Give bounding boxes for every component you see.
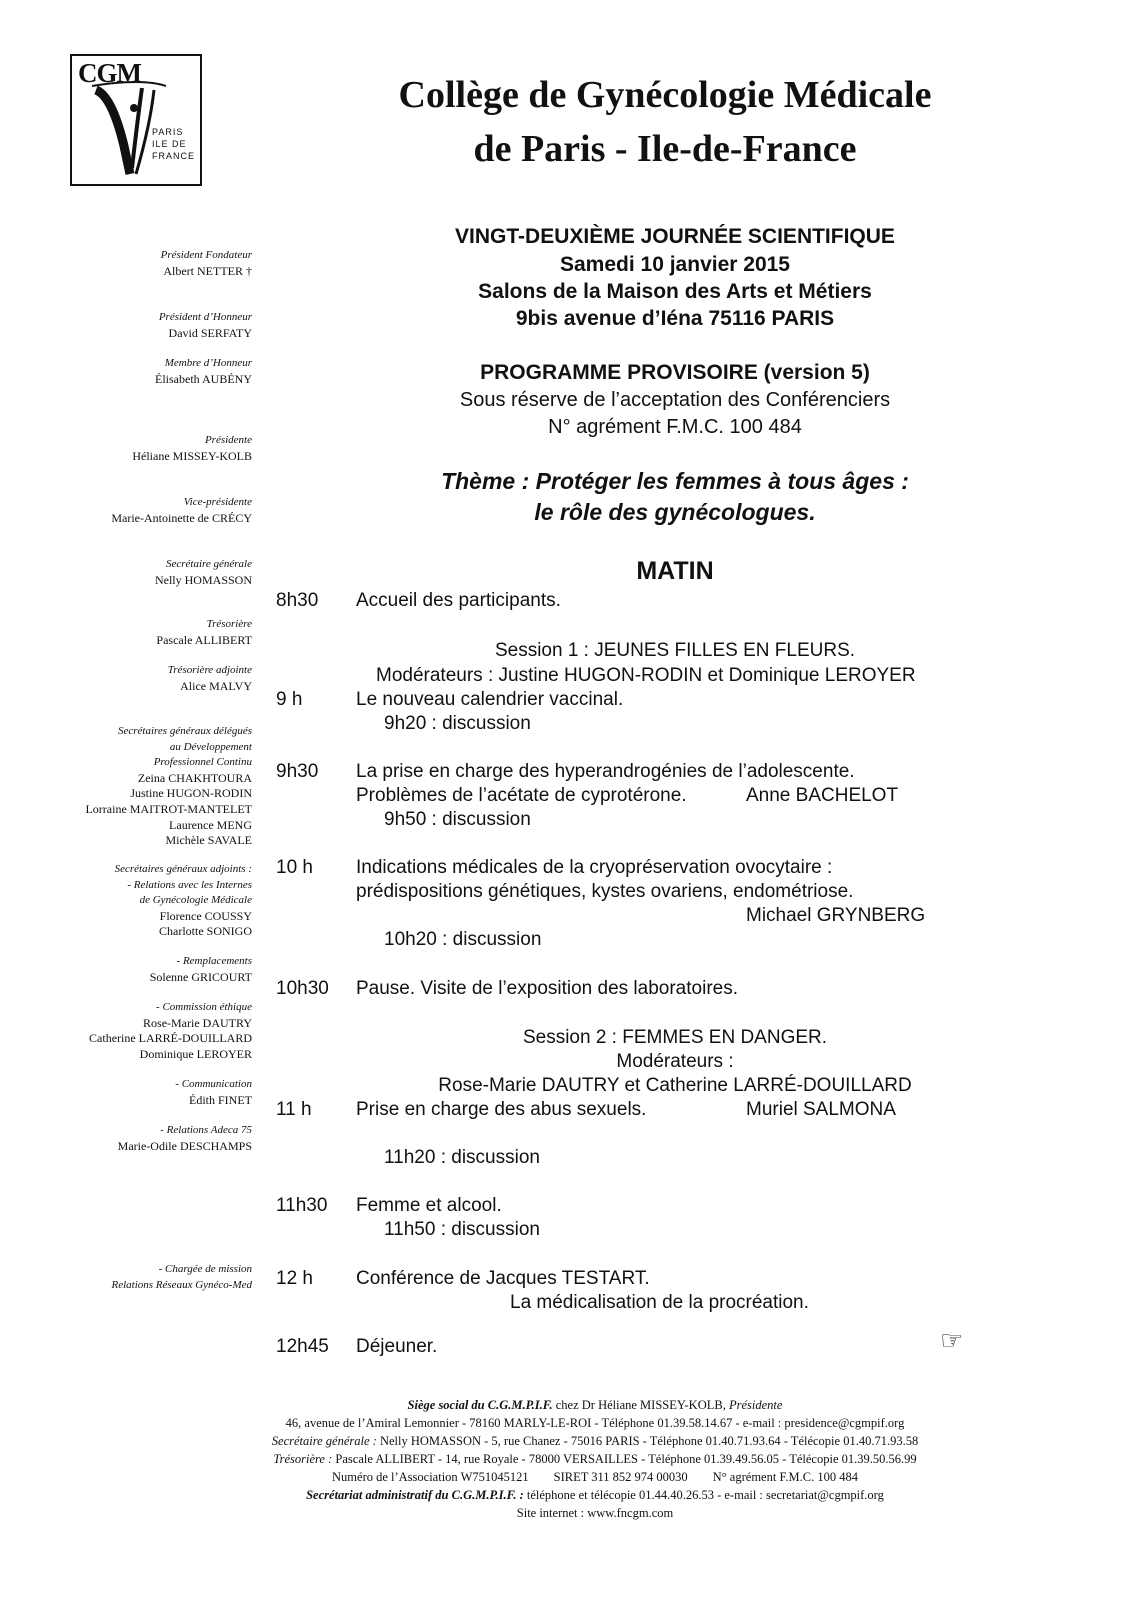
sidebar-entry: Président d’Honneur David SERFATY bbox=[158, 311, 252, 340]
sidebar-entry: Trésorière Pascale ALLIBERT bbox=[156, 618, 252, 647]
sidebar-entry: Présidente Héliane MISSEY-KOLB bbox=[132, 434, 252, 463]
cgm-logo bbox=[70, 54, 202, 186]
sidebar-entry: - Remplacements Solenne GRICOURT bbox=[149, 955, 252, 984]
reserve-note: Sous réserve de l’acceptation des Conférenciers bbox=[459, 389, 891, 411]
sidebar-entry: Membre d’Honneur Élisabeth AUBÉNY bbox=[155, 357, 252, 386]
program-time: 9 h bbox=[276, 689, 303, 710]
session-title: Session 2 : FEMMES EN DANGER. bbox=[522, 1027, 828, 1048]
sidebar-entry: Président Fondateur Albert NETTER † bbox=[160, 249, 252, 278]
college-title-line2: de Paris - Ile-de-France bbox=[473, 128, 857, 170]
college-title-line1: Collège de Gynécologie Médicale bbox=[398, 74, 932, 116]
session-moderators-names: Rose-Marie DAUTRY et Catherine LARRÉ-DOUILLARD bbox=[438, 1075, 912, 1096]
sidebar-entry: - Chargée de mission Relations Réseaux Gynéco-Med bbox=[111, 1263, 252, 1291]
session-title: Session 1 : JEUNES FILLES EN FLEURS. bbox=[494, 640, 856, 661]
program-item: Problèmes de l’acétate de cyprotérone. bbox=[356, 785, 687, 806]
program-discussion: 10h20 : discussion bbox=[384, 929, 542, 950]
event-venue: Salons de la Maison des Arts et Métiers bbox=[478, 280, 872, 303]
program-time: 10 h bbox=[276, 857, 313, 878]
program-speaker: Muriel SALMONA bbox=[746, 1099, 896, 1120]
logo-cgm-text: CGM bbox=[78, 58, 141, 88]
sidebar-entry: - Communication Édith FINET bbox=[175, 1078, 252, 1107]
program-item: Indications médicales de la cryopréservation ovocytaire : bbox=[356, 857, 833, 878]
program-item: prédispositions génétiques, kystes ovariens, endométriose. bbox=[356, 881, 854, 902]
program-item: Le nouveau calendrier vaccinal. bbox=[356, 689, 624, 710]
program-item: Femme et alcool. bbox=[356, 1195, 502, 1216]
program-item: Accueil des participants. bbox=[356, 590, 561, 611]
session-moderators: Modérateurs : Justine HUGON-RODIN et Dominique LEROYER bbox=[376, 665, 916, 686]
program-speaker: Michael GRYNBERG bbox=[746, 905, 926, 926]
sidebar-entry: Secrétaires généraux adjoints : - Relations avec les Internes de Gynécologie Médicale Florence COUSSY Charlotte SONIGO bbox=[114, 863, 252, 939]
footer: Siège social du C.G.M.P.I.F. chez Dr Héliane MISSEY-KOLB, Présidente 46, avenue de l’Amiral Lemonnier - 78160 MARLY-LE-ROI - Téléphone 01.39.58.14.67 - e-mail : presidence@cgmpif.org Secrétaire générale : Nelly HOMASSON - 5, rue Chanez - 75016 PARIS - Téléphone 01.40.71.93.64 - Télécopie 01.40.71.93.58 Trésorière : Pascale ALLIBERT - 14, rue Royale - 78000 VERSAILLES - Téléphone 01.39.49.56.05 - Télécopie 01.39.50.56.99 Numéro de l’Association W751045121 SIRET 311 852 974 00030 N° agrément F.M.C. 100 484 Secrétariat administratif du C.G.M.P.I.F. : téléphone et télécopie 01.44.40.26.53 - e-mail : secretariat@cgmpif.org Site internet : www.fncgm.com bbox=[271, 1398, 919, 1520]
program-time: 11 h bbox=[276, 1099, 312, 1120]
program-time: 12h45 bbox=[276, 1336, 329, 1357]
event-date: Samedi 10 janvier 2015 bbox=[560, 253, 790, 276]
event-address: 9bis avenue d’Iéna 75116 PARIS bbox=[515, 307, 835, 330]
program-item: Conférence de Jacques TESTART. bbox=[356, 1268, 650, 1289]
program-speaker: Anne BACHELOT bbox=[746, 785, 899, 806]
logo-subtitle: PARIS ILE DE FRANCE bbox=[152, 127, 196, 161]
program-item: La prise en charge des hyperandrogénies de l’adolescente. bbox=[356, 761, 855, 782]
program-item: Prise en charge des abus sexuels. bbox=[356, 1099, 647, 1120]
program-time: 10h30 bbox=[276, 978, 329, 999]
program-time: 11h30 bbox=[276, 1195, 328, 1216]
theme-line2: le rôle des gynécologues. bbox=[534, 499, 816, 525]
programme-heading: PROGRAMME PROVISOIRE (version 5) bbox=[480, 361, 870, 384]
sidebar-entry: Trésorière adjointe Alice MALVY bbox=[167, 664, 252, 693]
program-discussion: 9h20 : discussion bbox=[384, 713, 531, 734]
sidebar-entry: Vice-présidente Marie-Antoinette de CRÉCY bbox=[111, 496, 252, 525]
matin-heading: MATIN bbox=[636, 557, 714, 585]
program-discussion: 11h20 : discussion bbox=[384, 1147, 540, 1168]
journee-heading: VINGT-DEUXIÈME JOURNÉE SCIENTIFIQUE bbox=[455, 225, 895, 248]
sidebar-entry: Secrétaire générale Nelly HOMASSON bbox=[154, 558, 252, 587]
program-item: Déjeuner. bbox=[356, 1336, 438, 1357]
program-time: 9h30 bbox=[276, 761, 319, 782]
session-moderators: Modérateurs : bbox=[616, 1051, 734, 1072]
sidebar-entry: - Relations Adeca 75 Marie-Odile DESCHAMPS bbox=[117, 1124, 252, 1153]
sidebar-entry: - Commission éthique Rose-Marie DAUTRY Catherine LARRÉ-DOUILLARD Dominique LEROYER bbox=[89, 1001, 252, 1061]
program-item: Pause. Visite de l’exposition des laboratoires. bbox=[356, 978, 738, 999]
program-time: 12 h bbox=[276, 1268, 313, 1289]
sidebar-entry: Secrétaires généraux délégués au Développement Professionnel Continu Zeina CHAKHTOURA Justine HUGON-RODIN Lorraine MAITROT-MANTELET Laurence MENG Michèle SAVALE bbox=[85, 725, 252, 848]
program-item-subtitle: La médicalisation de la procréation. bbox=[510, 1292, 809, 1313]
program-time: 8h30 bbox=[276, 590, 319, 611]
program-discussion: 11h50 : discussion bbox=[384, 1219, 540, 1240]
program-discussion: 9h50 : discussion bbox=[384, 809, 531, 830]
pointing-hand-icon: ☞ bbox=[940, 1325, 964, 1355]
theme-line1: Thème : Protéger les femmes à tous âges : bbox=[441, 468, 909, 494]
fmc-agrement: N° agrément F.M.C. 100 484 bbox=[548, 416, 802, 438]
